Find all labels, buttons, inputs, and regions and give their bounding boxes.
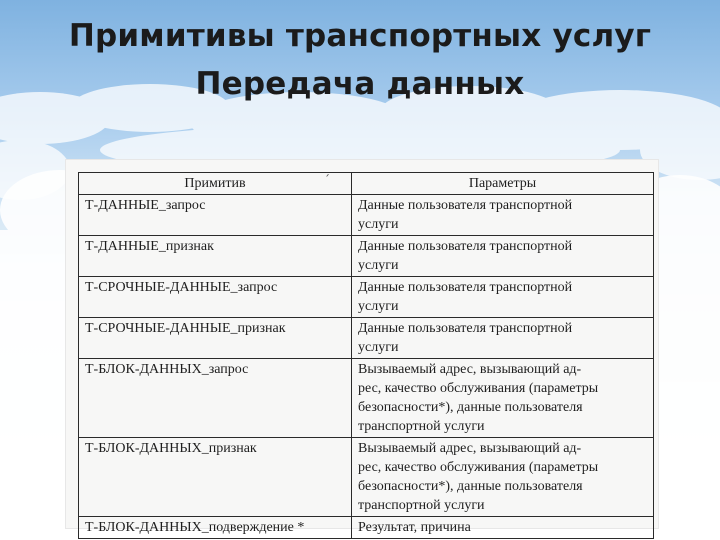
parameters-line: услуги xyxy=(358,217,399,232)
parameters-cell xyxy=(352,438,654,517)
table-header-row xyxy=(79,173,654,195)
parameters-line: транспортной услуги xyxy=(358,498,485,513)
primitive-cell: Т-БЛОК-ДАННЫХ_признак xyxy=(79,438,352,517)
slide-subtitle: Передача данных xyxy=(195,66,525,102)
table-row xyxy=(79,236,654,277)
parameters-cell xyxy=(352,236,654,277)
table-row xyxy=(79,318,654,359)
slide-title: Примитивы транспортных услуг xyxy=(68,18,652,54)
parameters-line: Данные пользователя транспортной xyxy=(358,321,573,336)
primitive-cell: Т-БЛОК-ДАННЫХ_запрос xyxy=(79,359,352,438)
primitive-cell: Т-СРОЧНЫЕ-ДАННЫЕ_признак xyxy=(79,318,352,359)
parameters-cell xyxy=(352,517,654,539)
table-row xyxy=(79,359,654,438)
parameters-line: рес, качество обслуживания (параметры xyxy=(358,460,599,475)
parameters-cell xyxy=(352,277,654,318)
primitive-cell: Т-ДАННЫЕ_признак xyxy=(79,236,352,277)
primitive-cell: Т-СРОЧНЫЕ-ДАННЫЕ_запрос xyxy=(79,277,352,318)
parameters-line: Результат, причина xyxy=(358,520,471,535)
parameters-line: Вызываемый адрес, вызывающий ад- xyxy=(358,362,582,377)
table-row xyxy=(79,517,654,539)
scan-mark: ˊ xyxy=(324,173,330,187)
parameters-line: Данные пользователя транспортной xyxy=(358,239,573,254)
parameters-cell xyxy=(352,359,654,438)
parameters-line: рес, качество обслуживания (параметры xyxy=(358,381,599,396)
parameters-line: безопасности*), данные пользователя xyxy=(358,400,583,415)
primitive-cell: Т-БЛОК-ДАННЫХ_подверждение * xyxy=(79,517,352,539)
column-header-primitive: Примитив xyxy=(79,173,352,195)
table-row xyxy=(79,438,654,517)
parameters-line: услуги xyxy=(358,340,399,355)
parameters-cell xyxy=(352,318,654,359)
parameters-line: безопасности*), данные пользователя xyxy=(358,479,583,494)
table-row xyxy=(79,277,654,318)
parameters-line: услуги xyxy=(358,299,399,314)
parameters-cell xyxy=(352,195,654,236)
table-row xyxy=(79,195,654,236)
parameters-line: Данные пользователя транспортной xyxy=(358,280,573,295)
parameters-line: услуги xyxy=(358,258,399,273)
parameters-line: Вызываемый адрес, вызывающий ад- xyxy=(358,441,582,456)
primitive-cell: Т-ДАННЫЕ_запрос xyxy=(79,195,352,236)
scanned-table-image xyxy=(66,160,658,535)
primitives-table xyxy=(78,172,654,539)
parameters-line: Данные пользователя транспортной xyxy=(358,198,573,213)
column-header-parameters: Параметры xyxy=(352,173,654,195)
parameters-line: транспортной услуги xyxy=(358,419,485,434)
